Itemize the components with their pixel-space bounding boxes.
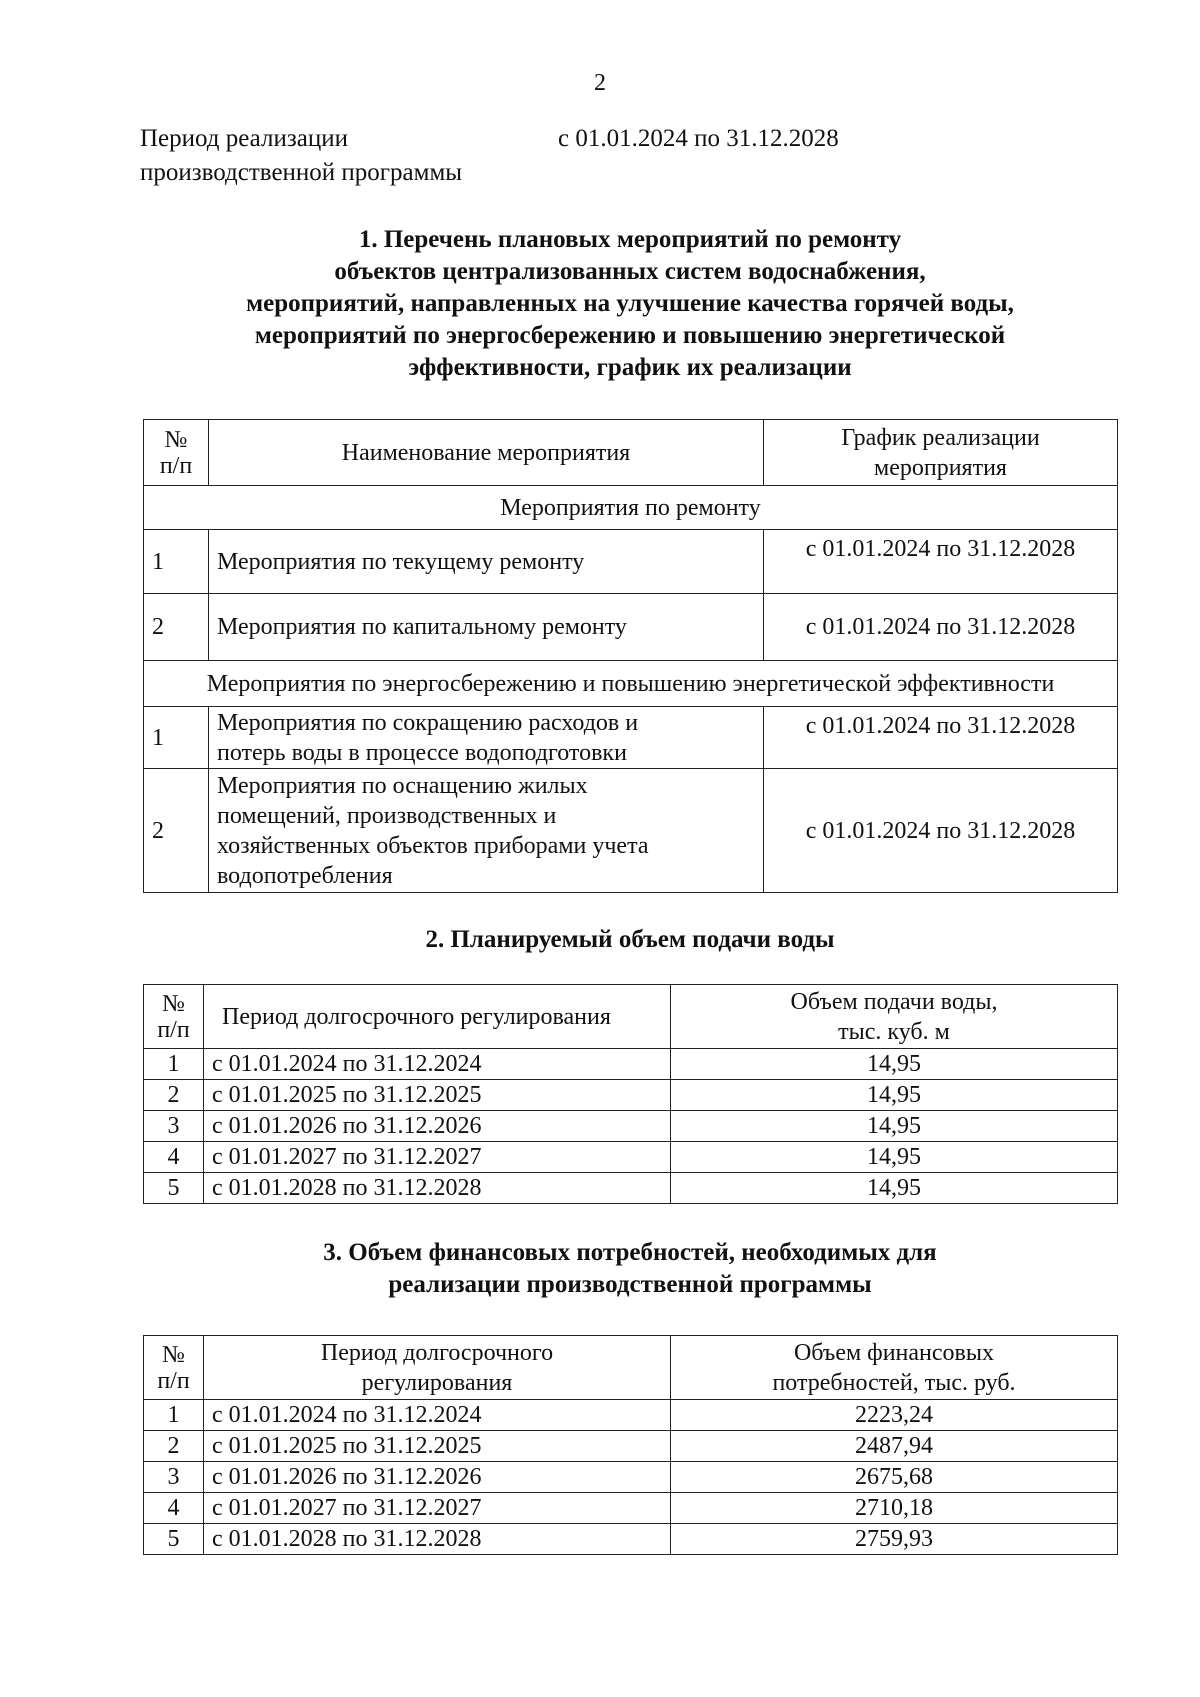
row-num: 2 — [144, 769, 209, 893]
row-num: 1 — [144, 1400, 204, 1431]
row-num: 4 — [144, 1493, 204, 1524]
header-volume-line2: тыс. куб. м — [838, 1018, 950, 1045]
group-row — [144, 661, 1118, 707]
header-num-line1: № — [162, 1341, 185, 1368]
row-schedule: с 01.01.2024 по 31.12.2028 — [764, 769, 1118, 893]
header-schedule-line1: График реализации — [841, 424, 1040, 451]
row-name-line: хозяйственных объектов приборами учета — [217, 832, 649, 859]
water-supply-table — [143, 984, 1118, 1204]
period-label — [140, 122, 462, 190]
header-amount-line2: потребностей, тыс. руб. — [772, 1369, 1016, 1396]
row-name-line: Мероприятия по сокращению расходов и — [217, 709, 639, 736]
table-header-row — [144, 1336, 1118, 1400]
table-row — [144, 594, 1118, 661]
row-period: с 01.01.2028 по 31.12.2028 — [204, 1524, 671, 1555]
row-name: Мероприятия по капитальному ремонту — [209, 594, 764, 661]
row-name: Мероприятия по текущему ремонту — [209, 530, 764, 594]
row-period: с 01.01.2024 по 31.12.2024 — [204, 1400, 671, 1431]
row-period: с 01.01.2025 по 31.12.2025 — [204, 1431, 671, 1462]
period-label-line2: производственной программы — [140, 159, 463, 186]
row-name — [209, 769, 764, 893]
section3-title — [140, 1237, 1120, 1301]
row-num: 2 — [144, 1080, 204, 1111]
section1-title-line: 1. Перечень плановых мероприятий по ремонту — [358, 226, 902, 253]
period-value: с 01.01.2024 по 31.12.2028 — [558, 125, 839, 152]
row-period: с 01.01.2028 по 31.12.2028 — [204, 1173, 671, 1204]
table-row — [144, 1142, 1118, 1173]
row-period: с 01.01.2027 по 31.12.2027 — [204, 1142, 671, 1173]
header-period — [204, 1336, 671, 1400]
row-value: 14,95 — [671, 1111, 1118, 1142]
row-name-line: водопотребления — [217, 862, 393, 889]
table-row — [144, 1111, 1118, 1142]
table-row — [144, 707, 1118, 769]
section2-title: 2. Планируемый объем подачи воды — [425, 926, 835, 953]
header-period-line2: регулирования — [361, 1369, 513, 1396]
row-schedule: с 01.01.2024 по 31.12.2028 — [764, 707, 1118, 769]
table-row — [144, 1173, 1118, 1204]
table-row — [144, 769, 1118, 893]
header-num-line2: п/п — [157, 1016, 190, 1043]
header-num-line1: № — [164, 426, 188, 453]
row-name — [209, 707, 764, 769]
row-value: 2675,68 — [671, 1462, 1118, 1493]
page-number: 2 — [594, 70, 606, 96]
row-num: 5 — [144, 1173, 204, 1204]
header-num-line2: п/п — [159, 452, 193, 479]
row-period: с 01.01.2024 по 31.12.2024 — [204, 1049, 671, 1080]
row-value: 2710,18 — [671, 1493, 1118, 1524]
header-amount — [671, 1336, 1118, 1400]
row-value: 14,95 — [671, 1142, 1118, 1173]
table-row — [144, 1080, 1118, 1111]
row-num: 2 — [144, 594, 209, 661]
table-row — [144, 1431, 1118, 1462]
row-period: с 01.01.2026 по 31.12.2026 — [204, 1111, 671, 1142]
row-num: 1 — [144, 530, 209, 594]
row-value: 14,95 — [671, 1173, 1118, 1204]
section3-title-line2: реализации производственной программы — [388, 1271, 872, 1298]
table-row — [144, 1400, 1118, 1431]
row-period: с 01.01.2027 по 31.12.2027 — [204, 1493, 671, 1524]
header-num — [144, 985, 204, 1049]
group2-title: Мероприятия по энергосбережению и повышению энергетической эффективности — [144, 661, 1118, 707]
row-value: 2759,93 — [671, 1524, 1118, 1555]
header-volume-line1: Объем подачи воды, — [790, 988, 998, 1015]
row-value: 2223,24 — [671, 1400, 1118, 1431]
measures-table — [143, 419, 1118, 893]
row-value: 2487,94 — [671, 1431, 1118, 1462]
row-period: с 01.01.2025 по 31.12.2025 — [204, 1080, 671, 1111]
table-row — [144, 1524, 1118, 1555]
row-schedule: с 01.01.2024 по 31.12.2028 — [764, 594, 1118, 661]
table-header-row — [144, 985, 1118, 1049]
header-num — [144, 1336, 204, 1400]
header-schedule-line2: мероприятия — [874, 454, 1007, 481]
header-volume — [671, 985, 1118, 1049]
header-period: Период долгосрочного регулирования — [204, 985, 671, 1049]
table-row — [144, 530, 1118, 594]
header-name: Наименование мероприятия — [209, 420, 764, 486]
row-name-line: помещений, производственных и — [217, 802, 557, 829]
financial-needs-table — [143, 1335, 1118, 1555]
group-row — [144, 486, 1118, 530]
row-num: 1 — [144, 1049, 204, 1080]
section1-title-line: эффективности, график их реализации — [408, 354, 852, 381]
table-row — [144, 1049, 1118, 1080]
table-row — [144, 1462, 1118, 1493]
section1-title-line: объектов централизованных систем водоснабжения, — [334, 258, 926, 285]
section1-title-line: мероприятий, направленных на улучшение качества горячей воды, — [246, 290, 1014, 317]
row-name-line: Мероприятия по оснащению жилых — [217, 772, 588, 799]
table-row — [144, 1493, 1118, 1524]
header-schedule — [764, 420, 1118, 486]
table-header-row — [144, 420, 1118, 486]
header-amount-line1: Объем финансовых — [793, 1339, 995, 1366]
row-num: 2 — [144, 1431, 204, 1462]
header-num-line2: п/п — [157, 1367, 190, 1394]
row-num: 5 — [144, 1524, 204, 1555]
row-name-line: потерь воды в процессе водоподготовки — [217, 739, 627, 766]
row-num: 4 — [144, 1142, 204, 1173]
header-num — [144, 420, 209, 486]
header-period-line1: Период долгосрочного — [320, 1339, 554, 1366]
group1-title: Мероприятия по ремонту — [144, 486, 1118, 530]
row-value: 14,95 — [671, 1080, 1118, 1111]
section3-title-line1: 3. Объем финансовых потребностей, необходимых для — [323, 1239, 937, 1266]
header-num-line1: № — [162, 990, 185, 1017]
section1-title — [140, 224, 1120, 384]
row-num: 1 — [144, 707, 209, 769]
row-num: 3 — [144, 1111, 204, 1142]
row-num: 3 — [144, 1462, 204, 1493]
row-schedule: с 01.01.2024 по 31.12.2028 — [764, 530, 1118, 594]
period-label-line1: Период реализации — [140, 125, 348, 152]
row-period: с 01.01.2026 по 31.12.2026 — [204, 1462, 671, 1493]
row-value: 14,95 — [671, 1049, 1118, 1080]
section1-title-line: мероприятий по энергосбережению и повышению энергетической — [254, 322, 1006, 349]
